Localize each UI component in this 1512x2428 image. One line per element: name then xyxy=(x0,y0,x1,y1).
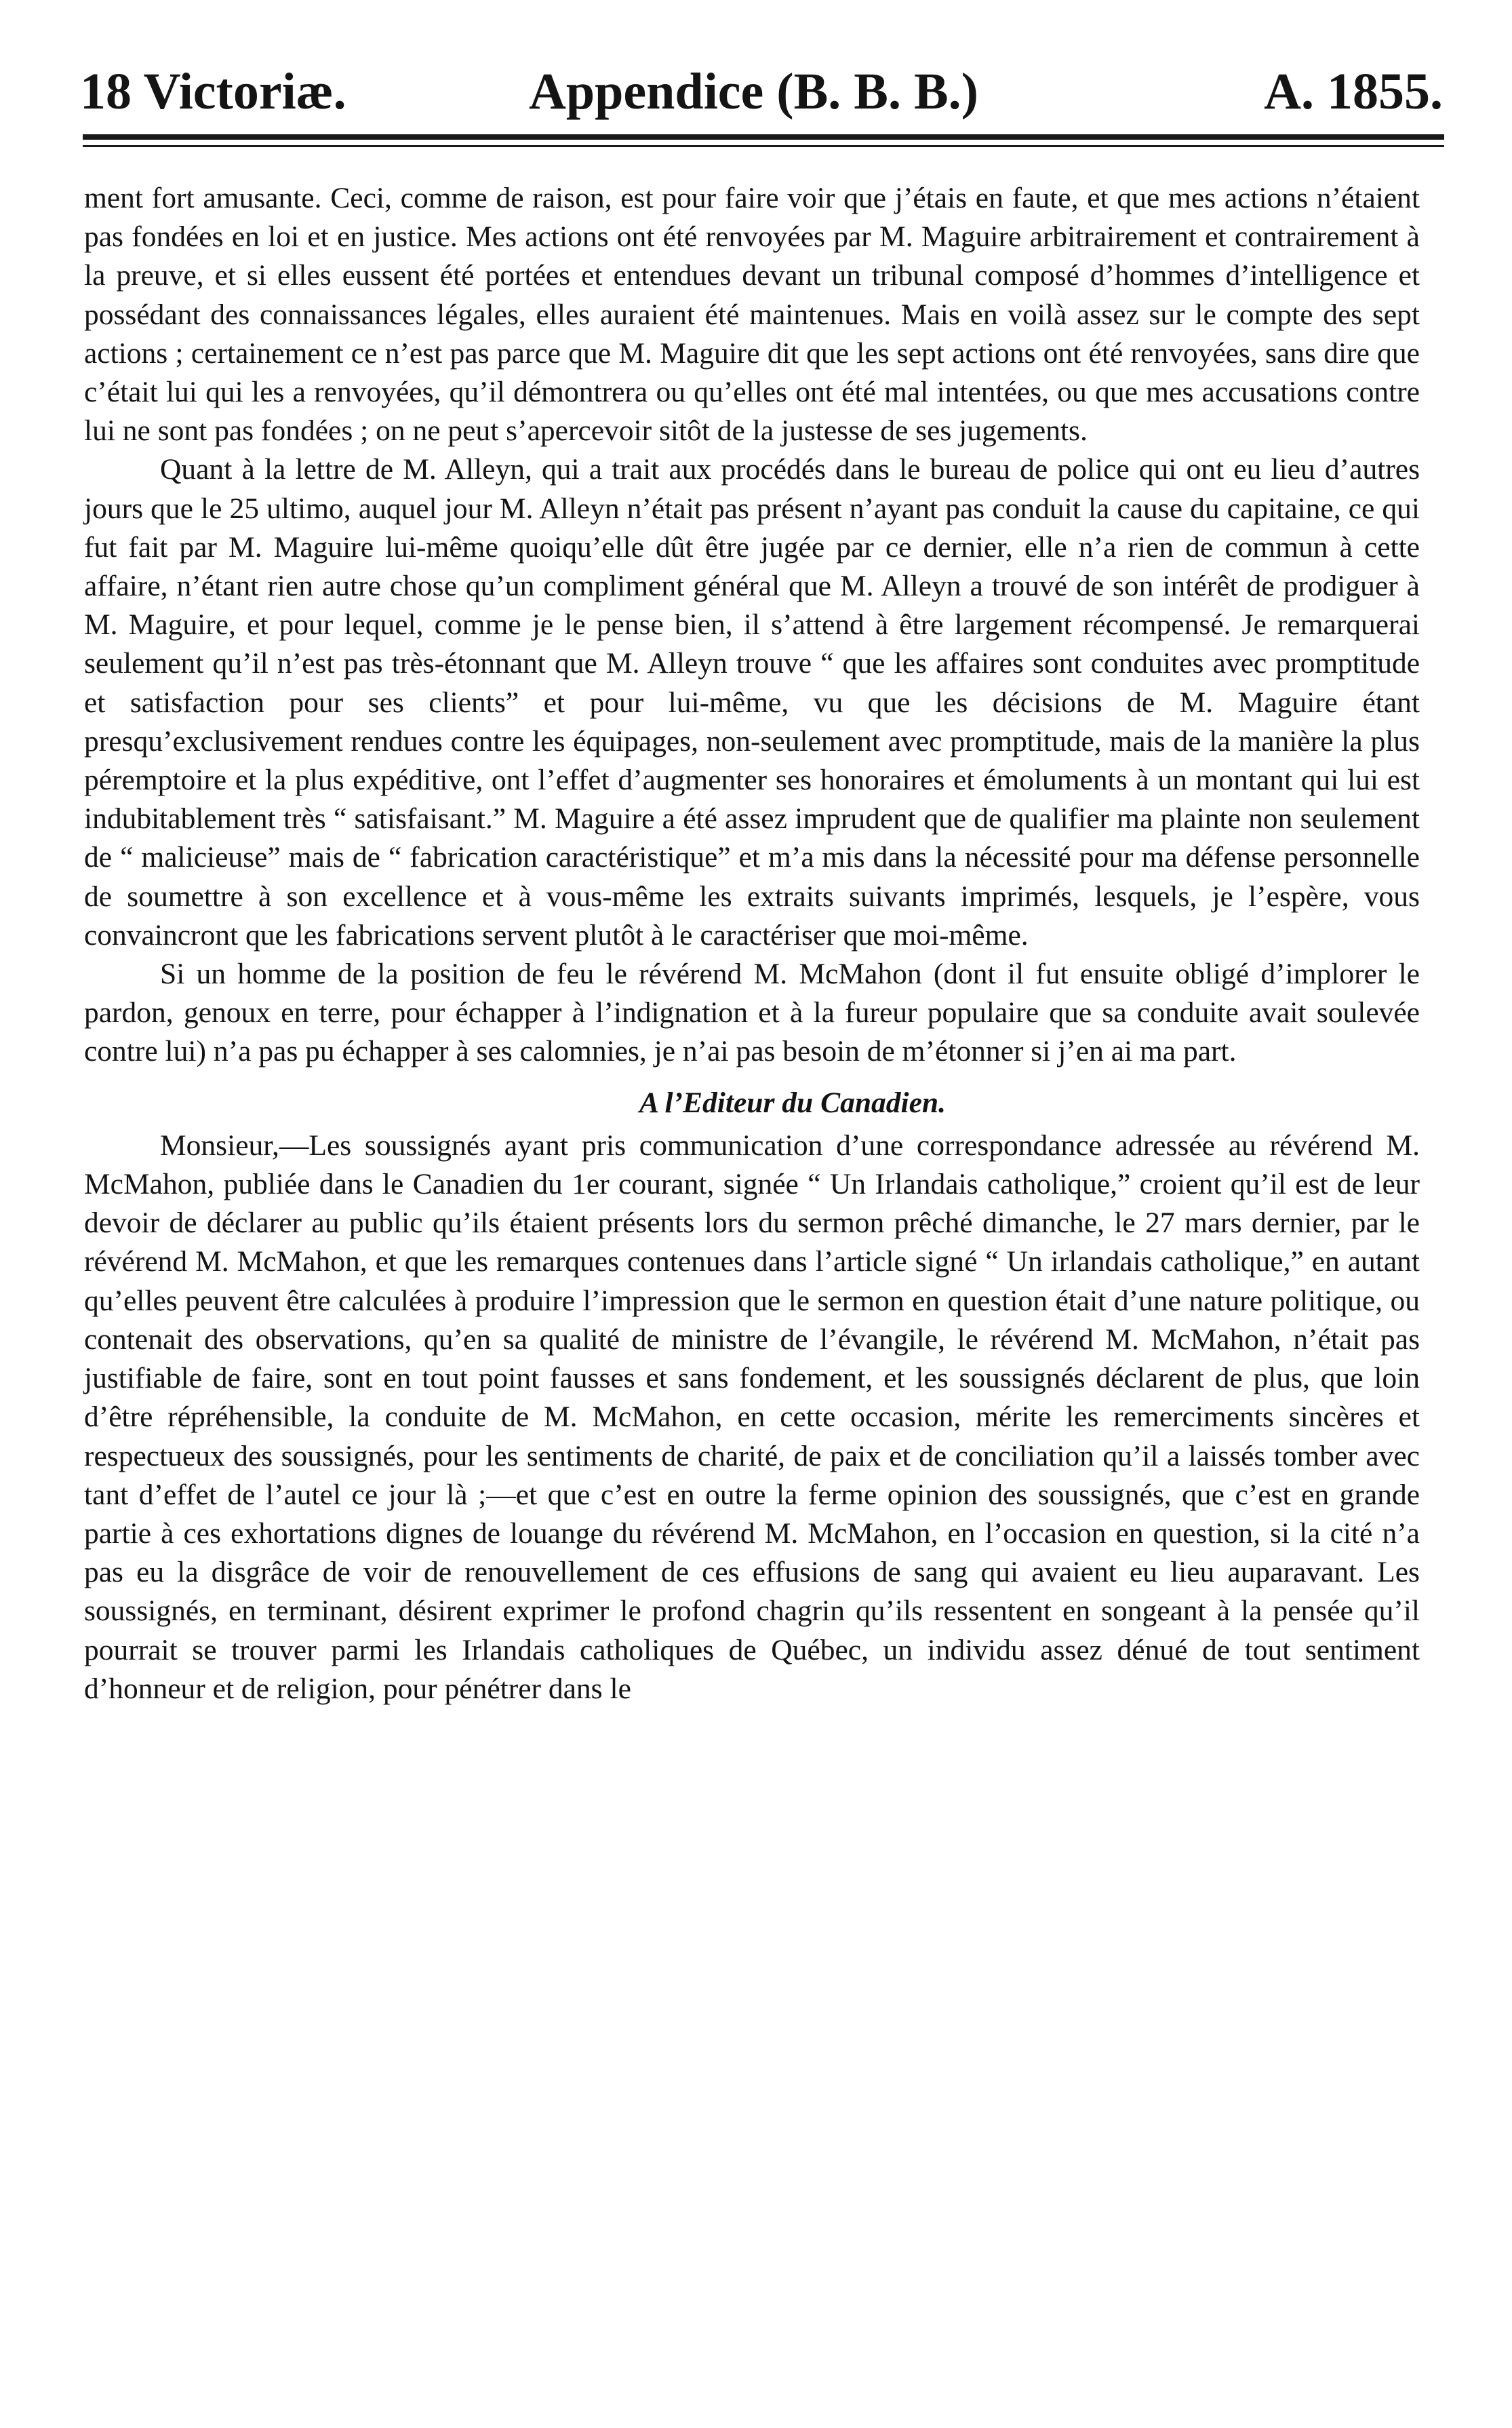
header-year: A. 1855. xyxy=(1264,63,1443,120)
body-text xyxy=(84,179,1420,1708)
paragraph-continuation: ment fort amusante. Ceci, comme de raison, est pour faire voir que j’étais en faute, et que mes actions n’étaient pas fondées en loi et en justice. Mes actions ont été renvoyées par M. Maguire arbitrairement et contrairement à la preuve, et si elles eussent été portées et entendues devant un tribunal composé d’hommes d’intelligence et possédant des connaissances légales, elles auraient été maintenues. Mais en voilà assez sur le compte des sept actions ; certainement ce n’est pas parce que M. Maguire dit que les sept actions ont été renvoyées, sans dire que c’était lui qui les a renvoyées, qu’il démontrera ou qu’elles ont été mal intentées, ou que mes accusations contre lui ne sont pas fondées ; on ne peut s’apercevoir sitôt de la justesse de ses jugements. xyxy=(84,182,1420,448)
page-header xyxy=(80,62,1443,128)
header-rule-thick xyxy=(83,134,1444,140)
section-heading: A l’Editeur du Canadien. xyxy=(639,1086,947,1119)
header-session: 18 Victoriæ. xyxy=(80,63,346,120)
paragraph-alleyn-letter: Quant à la lettre de M. Alleyn, qui a trait aux procédés dans le bureau de police qui ont eu lieu d’autres jours que le 25 ultimo, auquel jour M. Alleyn n’était pas présent n’ayant pas conduit la cause du capitaine, ce qui fut fait par M. Maguire lui-même quoiqu’elle dût être jugée par ce dernier, elle n’a rien de commun à cette affaire, n’étant rien autre chose qu’un compliment général que M. Alleyn a trouvé de son intérêt de prodiguer à M. Maguire, et pour lequel, comme je le pense bien, il s’attend à être largement récompensé. Je remarquerai seulement qu’il n’est pas très-étonnant que M. Alleyn trouve “ que les affaires sont conduites avec promptitude et satisfaction pour ses clients” et pour lui-même, vu que les décisions de M. Maguire étant presqu’exclusivement rendues contre les équipages, non-seulement avec promptitude, mais de la manière la plus péremptoire et la plus expéditive, ont l’effet d’augmenter ses honoraires et émoluments à un montant qui lui est indubitablement très “ satisfaisant.” M. Maguire a été assez imprudent que de qualifier ma plainte non seulement de “ malicieuse” mais de “ fabrication caractéristique” et m’a mis dans la nécessité pour ma défense personnelle de soumettre à son excellence et à vous-même les extraits suivants imprimés, lesquels, je l’espère, vous convaincront que les fabrications servent plutôt à le caractériser que moi-même. xyxy=(84,453,1420,952)
letter-paragraph: Monsieur,—Les soussignés ayant pris communication d’une correspondance adressée au révérend M. McMahon, publiée dans le Canadien du 1er courant, signée “ Un Irlandais catholique,” croient qu’il est de leur devoir de déclarer au public qu’ils étaient présents lors du sermon prêché dimanche, le 27 mars dernier, par le révérend M. McMahon, et que les remarques contenues dans l’article signé “ Un irlandais catholique,” en autant qu’elles peuvent être calculées à produire l’impression que le sermon en question était d’une nature politique, ou contenait des observations, qu’en sa qualité de ministre de l’évangile, le révérend M. McMahon, n’était pas justifiable de faire, sont en tout point fausses et sans fondement, et les soussignés déclarent de plus, que loin d’être répréhensible, la conduite de M. McMahon, en cette occasion, mérite les remerciments sincères et respectueux des soussignés, pour les sentiments de charité, de paix et de conciliation qu’il a laissés tomber avec tant d’effet de l’autel ce jour là ;—et que c’est en outre la ferme opinion des soussignés, que c’est en grande partie à ces exhortations dignes de louange du révérend M. McMahon, en l’occasion en question, si la cité n’a pas eu la disgrâce de voir de renouvellement de ces effusions de sang qui avaient eu lieu auparavant. Les soussignés, en terminant, désirent exprimer le profond chagrin qu’ils ressentent en songeant à la pensée qu’il pourrait se trouver parmi les Irlandais catholiques de Québec, un individu assez dénué de tout sentiment d’honneur et de religion, pour pénétrer dans le xyxy=(84,1129,1420,1705)
header-rule-thin xyxy=(83,145,1444,147)
paragraph-mcmahon: Si un homme de la position de feu le révérend M. McMahon (dont il fut ensuite obligé d’implorer le pardon, genoux en terre, pour échapper à l’indignation et à la fureur populaire que sa conduite avait soulevée contre lui) n’a pas pu échapper à ses calomnies, je n’ai pas besoin de m’étonner si j’en ai ma part. xyxy=(84,958,1420,1068)
header-appendix-title: Appendice (B. B. B.) xyxy=(529,63,978,120)
